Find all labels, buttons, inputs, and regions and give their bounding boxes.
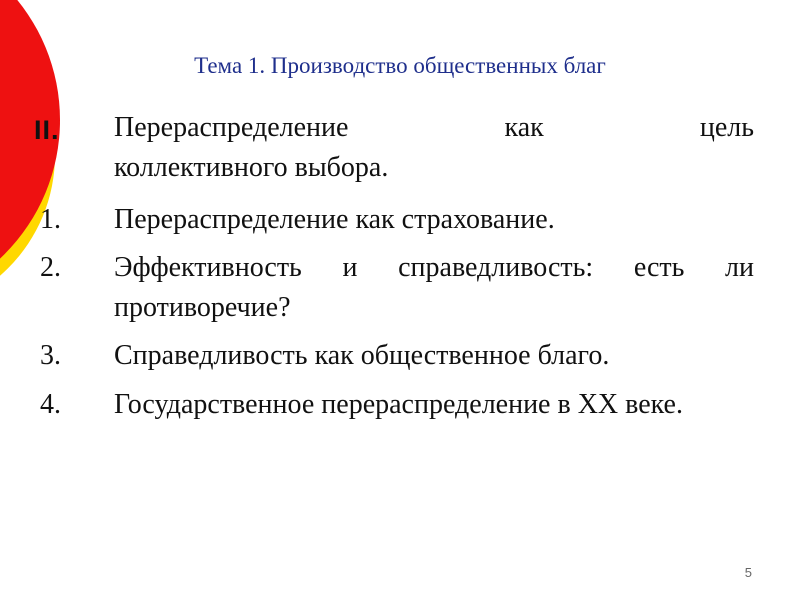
list-item-number: 2. (40, 252, 61, 283)
list-item (0, 385, 800, 465)
list-item-number: 1. (40, 204, 61, 235)
list-item-text: Справедливость как общественное благо. (114, 340, 610, 371)
slide-title: Тема 1. Производство общественных благ (194, 53, 606, 78)
section-text-line2: коллективного выбора. (114, 152, 389, 183)
list-item-number: 3. (40, 340, 61, 371)
list-item-number: 4. (40, 389, 61, 420)
list-item (0, 248, 800, 328)
list-item-text: Перераспределение как страхование. (114, 204, 555, 235)
section-marker: II. (34, 115, 60, 145)
list-item (0, 200, 800, 240)
list-item-text: Государственное перераспределение в XX веке. (114, 389, 683, 420)
slide-number: 5 (744, 565, 752, 580)
list-item-text: Эффективность и справедливость: есть ли противоречие? (114, 252, 754, 323)
section-text-line1: Перераспределение как цель (114, 112, 754, 143)
list-item (0, 336, 800, 376)
section-heading (0, 108, 800, 188)
section-text (114, 108, 754, 188)
